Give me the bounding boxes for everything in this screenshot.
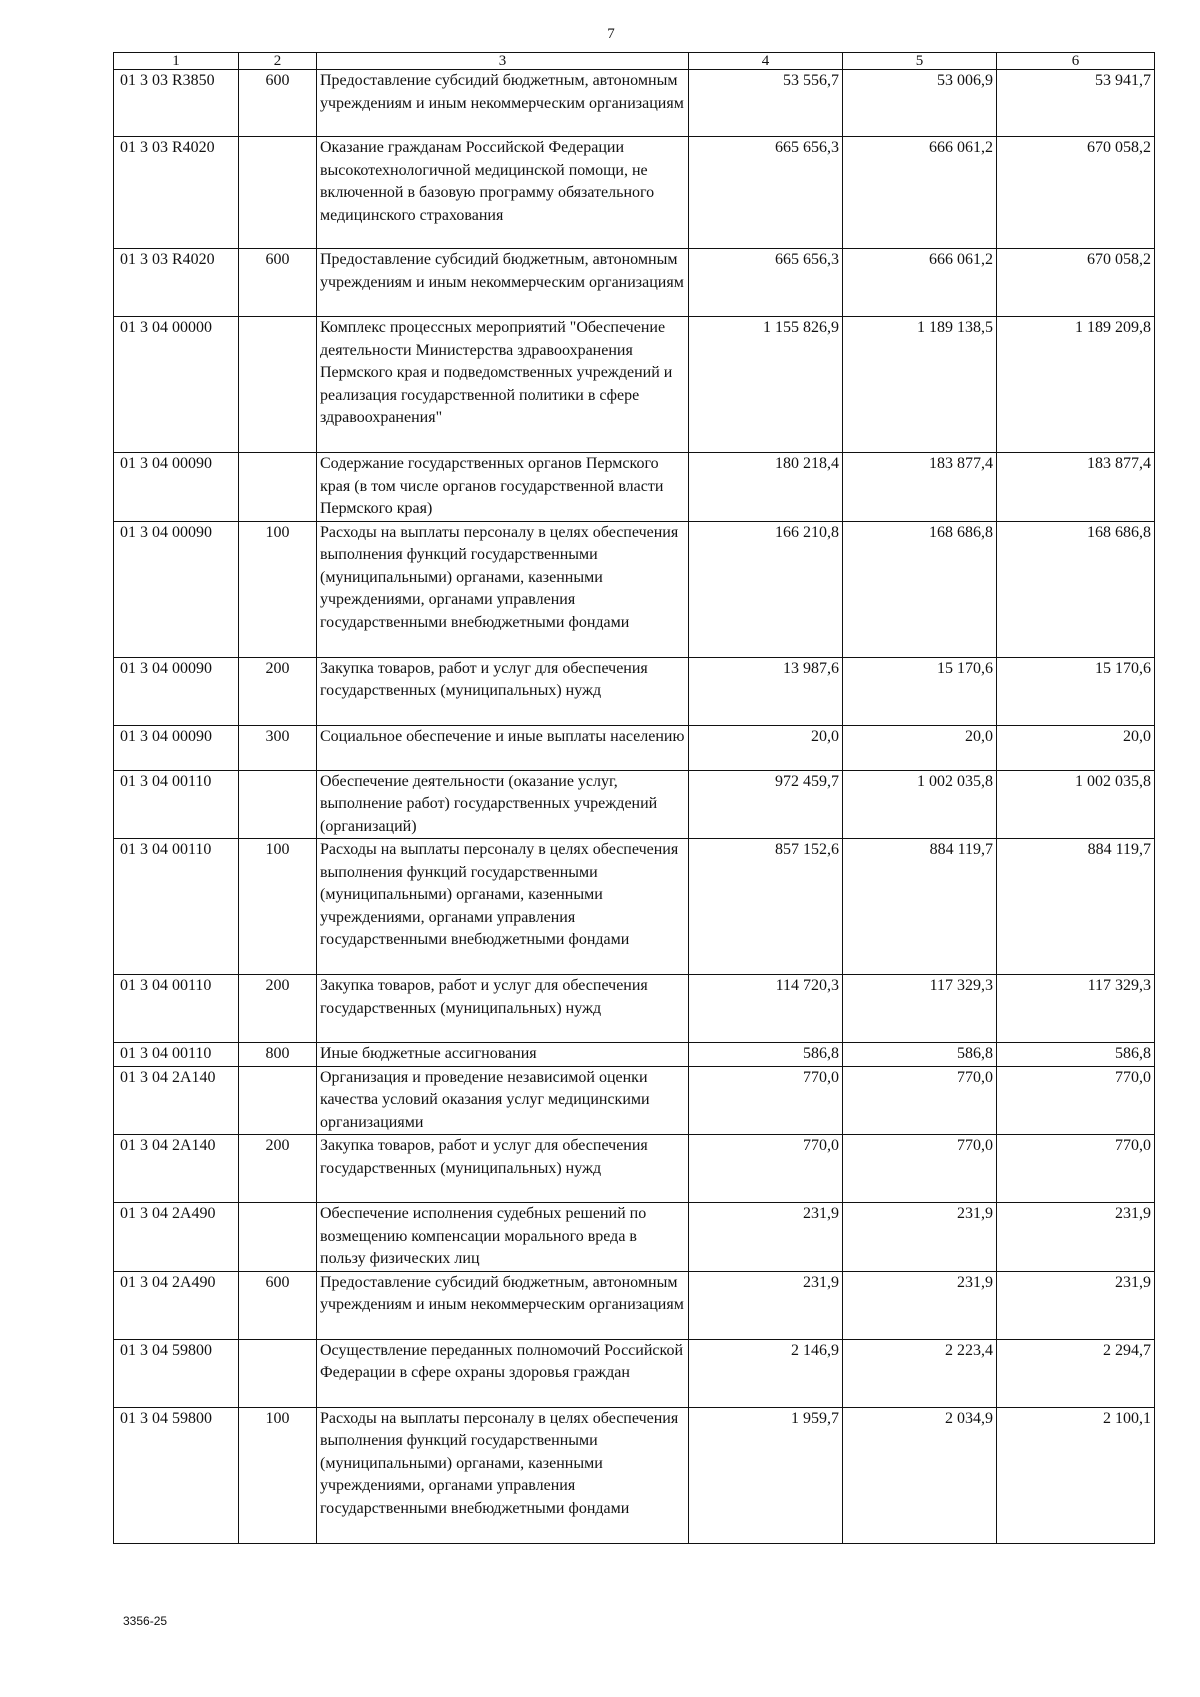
table-row	[114, 1407, 1155, 1543]
cell-kind	[239, 317, 317, 453]
cell-name: Закупка товаров, работ и услуг для обеспечения государственных (муниципальных) нужд	[317, 975, 689, 1043]
cell-value-5: 1 002 035,8	[843, 770, 997, 839]
cell-kind	[239, 1066, 317, 1135]
cell-code: 01 3 04 00110	[114, 1043, 239, 1067]
cell-name: Расходы на выплаты персоналу в целях обеспечения выполнения функций государственными (муниципальными) органами, казенными учреждениями, органами управления государственными внебюджетными фондами	[317, 521, 689, 657]
cell-code: 01 3 04 2А140	[114, 1066, 239, 1135]
table-row	[114, 317, 1155, 453]
cell-value-4: 770,0	[689, 1135, 843, 1203]
cell-value-5: 168 686,8	[843, 521, 997, 657]
table-row	[114, 1135, 1155, 1203]
cell-name: Организация и проведение независимой оценки качества условий оказания услуг медицинскими организациями	[317, 1066, 689, 1135]
cell-kind: 800	[239, 1043, 317, 1067]
cell-value-5: 2 034,9	[843, 1407, 997, 1543]
cell-value-5: 770,0	[843, 1135, 997, 1203]
cell-kind: 200	[239, 1135, 317, 1203]
cell-value-6: 231,9	[997, 1271, 1155, 1339]
header-col-5: 5	[843, 53, 997, 70]
cell-name: Обеспечение деятельности (оказание услуг, выполнение работ) государственных учреждений (организаций)	[317, 770, 689, 839]
cell-value-5: 183 877,4	[843, 453, 997, 522]
budget-table	[113, 52, 1155, 1544]
table-row	[114, 657, 1155, 725]
cell-code: 01 3 04 00090	[114, 725, 239, 770]
table-body	[114, 70, 1155, 1544]
table-row	[114, 1043, 1155, 1067]
cell-code: 01 3 04 00090	[114, 453, 239, 522]
cell-kind: 600	[239, 249, 317, 317]
cell-value-4: 231,9	[689, 1203, 843, 1272]
cell-name: Закупка товаров, работ и услуг для обеспечения государственных (муниципальных) нужд	[317, 1135, 689, 1203]
document-code: 3356-25	[123, 1614, 168, 1628]
cell-value-4: 972 459,7	[689, 770, 843, 839]
cell-kind: 200	[239, 657, 317, 725]
cell-kind: 100	[239, 839, 317, 975]
cell-name: Оказание гражданам Российской Федерации высокотехнологичной медицинской помощи, не включенной в базовую программу обязательного медицинского страхования	[317, 137, 689, 249]
cell-kind: 300	[239, 725, 317, 770]
cell-value-6: 53 941,7	[997, 70, 1155, 137]
header-col-6: 6	[997, 53, 1155, 70]
cell-value-4: 53 556,7	[689, 70, 843, 137]
cell-value-6: 231,9	[997, 1203, 1155, 1272]
cell-value-6: 2 294,7	[997, 1339, 1155, 1407]
cell-name: Социальное обеспечение и иные выплаты населению	[317, 725, 689, 770]
cell-name: Иные бюджетные ассигнования	[317, 1043, 689, 1067]
cell-value-4: 665 656,3	[689, 249, 843, 317]
cell-value-5: 666 061,2	[843, 249, 997, 317]
cell-value-6: 884 119,7	[997, 839, 1155, 975]
cell-code: 01 3 04 00000	[114, 317, 239, 453]
cell-value-5: 117 329,3	[843, 975, 997, 1043]
cell-kind: 600	[239, 70, 317, 137]
cell-value-4: 857 152,6	[689, 839, 843, 975]
cell-value-6: 670 058,2	[997, 137, 1155, 249]
cell-code: 01 3 04 00110	[114, 770, 239, 839]
cell-value-6: 20,0	[997, 725, 1155, 770]
cell-code: 01 3 03 R4020	[114, 249, 239, 317]
cell-value-5: 15 170,6	[843, 657, 997, 725]
cell-kind	[239, 770, 317, 839]
table-row	[114, 975, 1155, 1043]
cell-code: 01 3 04 59800	[114, 1407, 239, 1543]
header-col-4: 4	[689, 53, 843, 70]
cell-value-4: 586,8	[689, 1043, 843, 1067]
cell-value-4: 665 656,3	[689, 137, 843, 249]
cell-kind: 100	[239, 521, 317, 657]
table-row	[114, 137, 1155, 249]
cell-value-6: 670 058,2	[997, 249, 1155, 317]
cell-value-4: 166 210,8	[689, 521, 843, 657]
header-col-3: 3	[317, 53, 689, 70]
cell-value-4: 2 146,9	[689, 1339, 843, 1407]
cell-value-6: 1 189 209,8	[997, 317, 1155, 453]
table-row	[114, 1066, 1155, 1135]
cell-code: 01 3 03 R3850	[114, 70, 239, 137]
page-number: 7	[607, 26, 615, 42]
cell-value-6: 586,8	[997, 1043, 1155, 1067]
cell-value-4: 13 987,6	[689, 657, 843, 725]
cell-value-4: 114 720,3	[689, 975, 843, 1043]
table-row	[114, 249, 1155, 317]
cell-value-4: 231,9	[689, 1271, 843, 1339]
cell-value-5: 53 006,9	[843, 70, 997, 137]
cell-kind	[239, 1203, 317, 1272]
cell-value-5: 1 189 138,5	[843, 317, 997, 453]
cell-code: 01 3 04 00110	[114, 975, 239, 1043]
cell-name: Предоставление субсидий бюджетным, автономным учреждениям и иным некоммерческим организациям	[317, 1271, 689, 1339]
cell-code: 01 3 04 59800	[114, 1339, 239, 1407]
cell-kind	[239, 1339, 317, 1407]
cell-value-4: 20,0	[689, 725, 843, 770]
cell-code: 01 3 04 00090	[114, 521, 239, 657]
table-row	[114, 1271, 1155, 1339]
cell-name: Предоставление субсидий бюджетным, автономным учреждениям и иным некоммерческим организациям	[317, 70, 689, 137]
cell-code: 01 3 03 R4020	[114, 137, 239, 249]
cell-value-6: 168 686,8	[997, 521, 1155, 657]
cell-value-5: 2 223,4	[843, 1339, 997, 1407]
cell-name: Обеспечение исполнения судебных решений по возмещению компенсации морального вреда в пользу физических лиц	[317, 1203, 689, 1272]
cell-value-5: 586,8	[843, 1043, 997, 1067]
cell-name: Комплекс процессных мероприятий "Обеспечение деятельности Министерства здравоохранения Пермского края и подведомственных учреждений и реализация государственной политики в сфере здравоохранения"	[317, 317, 689, 453]
cell-value-5: 884 119,7	[843, 839, 997, 975]
table-row	[114, 453, 1155, 522]
cell-value-6: 15 170,6	[997, 657, 1155, 725]
cell-name: Осуществление переданных полномочий Российской Федерации в сфере охраны здоровья граждан	[317, 1339, 689, 1407]
table-row	[114, 1203, 1155, 1272]
cell-value-5: 231,9	[843, 1203, 997, 1272]
cell-value-5: 770,0	[843, 1066, 997, 1135]
cell-code: 01 3 04 00090	[114, 657, 239, 725]
cell-value-5: 666 061,2	[843, 137, 997, 249]
cell-kind	[239, 453, 317, 522]
cell-name: Предоставление субсидий бюджетным, автономным учреждениям и иным некоммерческим организациям	[317, 249, 689, 317]
header-col-2: 2	[239, 53, 317, 70]
header-col-1: 1	[114, 53, 239, 70]
cell-value-6: 117 329,3	[997, 975, 1155, 1043]
table-row	[114, 725, 1155, 770]
cell-code: 01 3 04 00110	[114, 839, 239, 975]
cell-kind: 100	[239, 1407, 317, 1543]
cell-value-4: 1 959,7	[689, 1407, 843, 1543]
cell-value-6: 2 100,1	[997, 1407, 1155, 1543]
cell-kind: 600	[239, 1271, 317, 1339]
header-row	[114, 53, 1155, 70]
cell-value-6: 1 002 035,8	[997, 770, 1155, 839]
cell-kind	[239, 137, 317, 249]
cell-code: 01 3 04 2А140	[114, 1135, 239, 1203]
cell-name: Содержание государственных органов Пермского края (в том числе органов государственной власти Пермского края)	[317, 453, 689, 522]
cell-name: Закупка товаров, работ и услуг для обеспечения государственных (муниципальных) нужд	[317, 657, 689, 725]
table-row	[114, 770, 1155, 839]
table-header	[114, 53, 1155, 70]
cell-value-6: 770,0	[997, 1135, 1155, 1203]
table-row	[114, 70, 1155, 137]
cell-kind: 200	[239, 975, 317, 1043]
table-row	[114, 521, 1155, 657]
cell-code: 01 3 04 2А490	[114, 1271, 239, 1339]
cell-value-5: 20,0	[843, 725, 997, 770]
cell-code: 01 3 04 2А490	[114, 1203, 239, 1272]
cell-value-6: 183 877,4	[997, 453, 1155, 522]
table-row	[114, 1339, 1155, 1407]
cell-value-4: 770,0	[689, 1066, 843, 1135]
cell-value-6: 770,0	[997, 1066, 1155, 1135]
cell-value-4: 180 218,4	[689, 453, 843, 522]
table-row	[114, 839, 1155, 975]
cell-name: Расходы на выплаты персоналу в целях обеспечения выполнения функций государственными (муниципальными) органами, казенными учреждениями, органами управления государственными внебюджетными фондами	[317, 1407, 689, 1543]
cell-name: Расходы на выплаты персоналу в целях обеспечения выполнения функций государственными (муниципальными) органами, казенными учреждениями, органами управления государственными внебюджетными фондами	[317, 839, 689, 975]
cell-value-4: 1 155 826,9	[689, 317, 843, 453]
cell-value-5: 231,9	[843, 1271, 997, 1339]
